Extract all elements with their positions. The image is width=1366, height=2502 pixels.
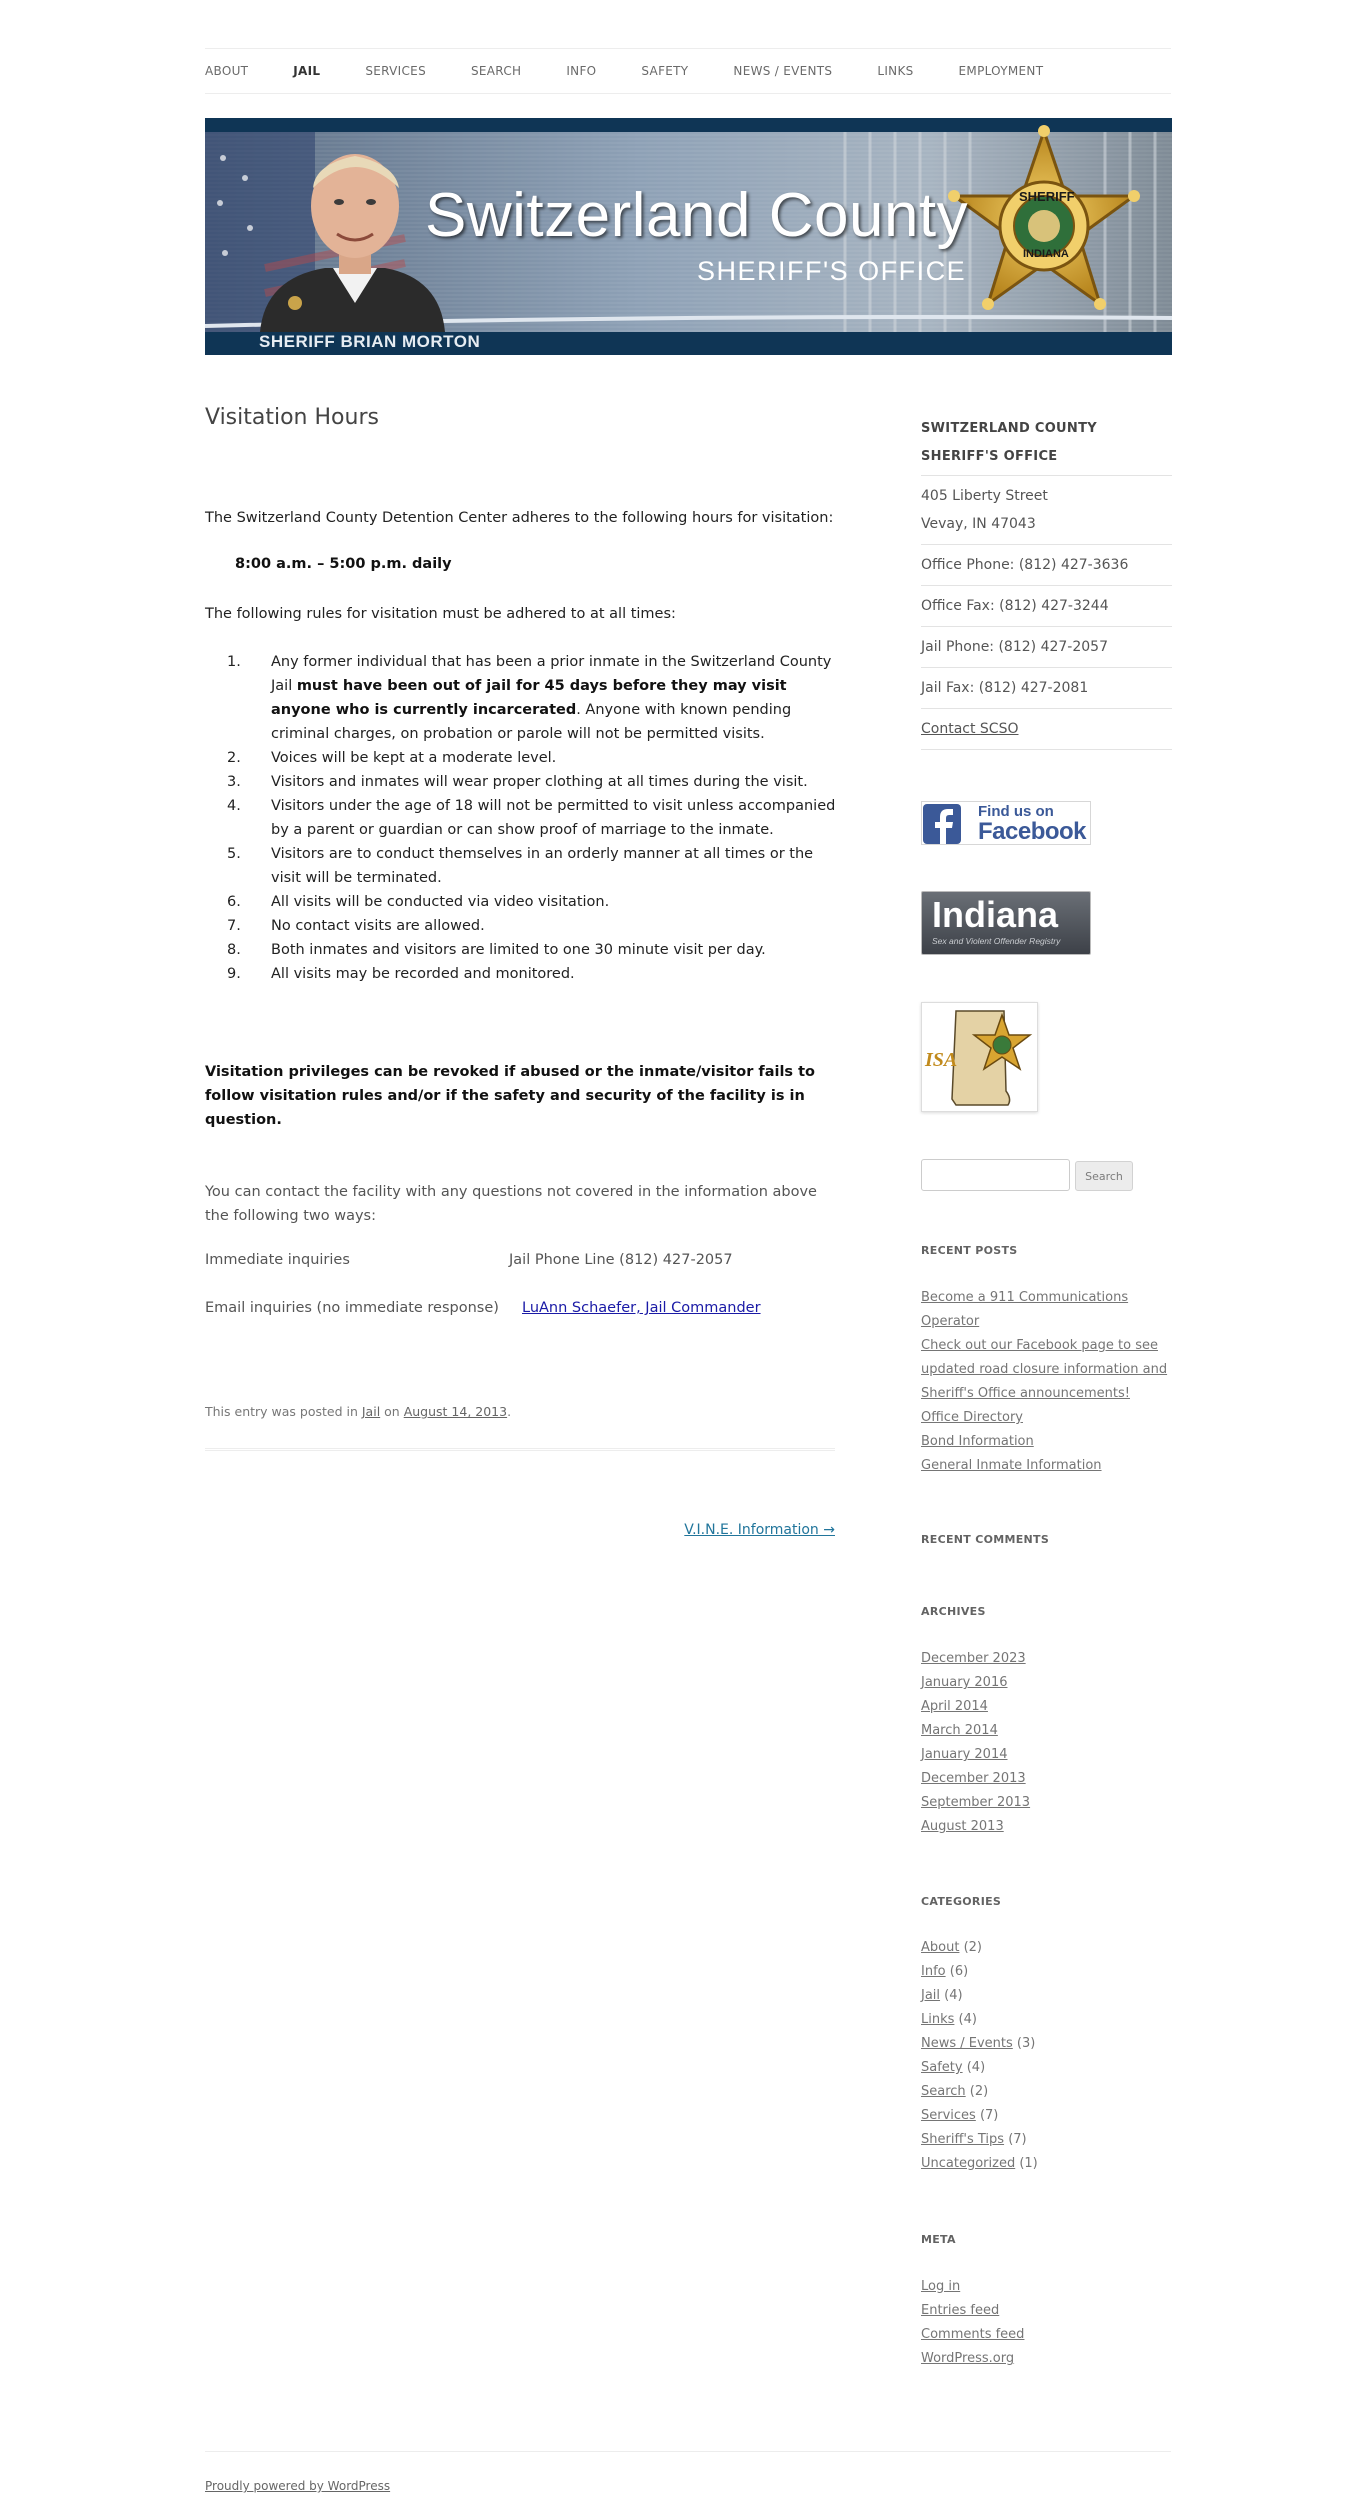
archive-link[interactable]: December 2013 bbox=[921, 1771, 1026, 1786]
list-item bbox=[921, 1815, 1172, 1839]
list-item bbox=[921, 1334, 1172, 1406]
category-link[interactable]: Search bbox=[921, 2084, 966, 2099]
entries-feed-link[interactable]: Entries feed bbox=[921, 2303, 1000, 2318]
categories-title: CATEGORIES bbox=[921, 1895, 1002, 1908]
entry-date-link[interactable]: August 14, 2013 bbox=[403, 1404, 508, 1419]
rule-number: 9. bbox=[227, 966, 241, 982]
rule-number: 7. bbox=[227, 918, 241, 934]
email-inquiries-label: Email inquiries (no immediate response) bbox=[205, 1300, 499, 1316]
rule-text: Visitors under the age of 18 will not be permitted to visit unless accompanied by a parent or guardian or can show proof of marriage to the inmate. bbox=[271, 798, 836, 838]
list-item bbox=[921, 1936, 1172, 1960]
category-link[interactable]: About bbox=[921, 1940, 960, 1955]
office-contact-box bbox=[921, 475, 1172, 750]
list-item bbox=[921, 1286, 1172, 1334]
category-count: (2) bbox=[965, 2084, 989, 2099]
archives-title: ARCHIVES bbox=[921, 1605, 986, 1618]
revocation-warning: Visitation privileges can be revoked if abused or the inmate/visitor fails to follow visitation rules and/or if the safety and security of the facility is in question. bbox=[205, 1064, 816, 1128]
facebook-line-1: Find us on bbox=[978, 803, 1054, 820]
meta-list bbox=[921, 2275, 1172, 2371]
nav-item-search[interactable]: SEARCH bbox=[470, 64, 522, 78]
comments-feed-link[interactable]: Comments feed bbox=[921, 2327, 1025, 2342]
search-input[interactable] bbox=[921, 1159, 1070, 1191]
list-item bbox=[205, 842, 845, 890]
list-item bbox=[921, 2128, 1172, 2152]
list-item bbox=[921, 2323, 1172, 2347]
list-item bbox=[921, 2056, 1172, 2080]
rule-text: Voices will be kept at a moderate level. bbox=[271, 750, 557, 766]
immediate-inquiries-label: Immediate inquiries bbox=[205, 1252, 350, 1268]
list-item bbox=[921, 1647, 1172, 1671]
list-item bbox=[921, 2347, 1172, 2371]
entry-divider bbox=[205, 1448, 835, 1451]
list-item bbox=[921, 2104, 1172, 2128]
list-item bbox=[921, 2008, 1172, 2032]
recent-post-link[interactable]: Office Directory bbox=[921, 1410, 1023, 1425]
address-line-1: 405 Liberty Street bbox=[921, 488, 1048, 504]
nav-item-safety[interactable]: SAFETY bbox=[641, 64, 689, 78]
entry-category-link[interactable]: Jail bbox=[361, 1404, 381, 1419]
category-count: (7) bbox=[975, 2108, 999, 2123]
contact-row bbox=[921, 708, 1172, 750]
archive-link[interactable]: August 2013 bbox=[921, 1819, 1004, 1834]
star-text-bottom: INDIANA bbox=[1023, 248, 1069, 260]
list-item bbox=[921, 1406, 1172, 1430]
rule-text: All visits will be conducted via video visitation. bbox=[271, 894, 610, 910]
list-item bbox=[205, 794, 845, 842]
header-banner[interactable] bbox=[205, 118, 1172, 355]
rule-bold-text: must have been out of jail for 45 days before they may visit anyone who is currently incarcerated bbox=[271, 678, 787, 718]
entry-meta-suffix: . bbox=[507, 1404, 512, 1419]
rule-text: Both inmates and visitors are limited to one 30 minute visit per day. bbox=[271, 942, 766, 958]
powered-by-wordpress-link[interactable]: Proudly powered by WordPress bbox=[205, 2479, 391, 2493]
list-item bbox=[921, 2080, 1172, 2104]
recent-posts-title: RECENT POSTS bbox=[921, 1244, 1018, 1257]
list-item bbox=[921, 1767, 1172, 1791]
list-item bbox=[921, 2275, 1172, 2299]
entry-meta-on: on bbox=[380, 1404, 404, 1419]
rule-number: 8. bbox=[227, 942, 241, 958]
list-item bbox=[921, 2032, 1172, 2056]
star-text-top: SHERIFF bbox=[1019, 189, 1075, 204]
category-link[interactable]: News / Events bbox=[921, 2036, 1013, 2051]
category-link[interactable]: Links bbox=[921, 2012, 955, 2027]
rule-text: All visits may be recorded and monitored. bbox=[271, 966, 575, 982]
nav-item-news-events[interactable]: NEWS / EVENTS bbox=[733, 64, 833, 78]
list-item bbox=[921, 1430, 1172, 1454]
nav-item-services[interactable]: SERVICES bbox=[365, 64, 426, 78]
office-phone: Office Phone: (812) 427-3636 bbox=[921, 544, 1172, 585]
list-item bbox=[921, 2299, 1172, 2323]
rule-number: 2. bbox=[227, 750, 241, 766]
office-fax: Office Fax: (812) 427-3244 bbox=[921, 585, 1172, 626]
category-count: (2) bbox=[959, 1940, 982, 1955]
archive-link[interactable]: January 2014 bbox=[921, 1747, 1008, 1762]
indiana-registry-badge-link[interactable] bbox=[921, 891, 1091, 955]
wordpress-org-link[interactable]: WordPress.org bbox=[921, 2351, 1015, 2366]
list-item bbox=[921, 1791, 1172, 1815]
rule-text: Any former individual that has been a prior inmate in the Switzerland County Jail bbox=[271, 654, 832, 694]
category-link[interactable]: Sheriff's Tips bbox=[921, 2132, 1005, 2147]
rule-number: 4. bbox=[227, 798, 241, 814]
address-line-2: Vevay, IN 47043 bbox=[921, 516, 1036, 532]
rule-text: Visitors and inmates will wear proper clothing at all times during the visit. bbox=[271, 774, 808, 790]
recent-post-link[interactable]: Check out our Facebook page to see updated road closure information and Sheriff's Office announcements! bbox=[921, 1338, 1168, 1401]
banner-title: Switzerland County bbox=[425, 181, 969, 250]
categories-list bbox=[921, 1936, 1172, 2176]
list-item bbox=[921, 1719, 1172, 1743]
facebook-line-2: Facebook bbox=[978, 818, 1087, 845]
jail-fax: Jail Fax: (812) 427-2081 bbox=[921, 667, 1172, 708]
nav-item-employment[interactable]: EMPLOYMENT bbox=[958, 64, 1044, 78]
visitation-hours: 8:00 a.m. – 5:00 p.m. daily bbox=[235, 556, 452, 572]
category-count: (4) bbox=[940, 1988, 963, 2003]
rule-text-cont: . Anyone with known pending criminal charges, on probation or parole will not be permitted visits. bbox=[271, 702, 792, 742]
isa-badge-text: ISA bbox=[925, 1049, 958, 1071]
facebook-badge-link[interactable] bbox=[921, 801, 1091, 845]
next-post-link[interactable]: V.I.N.E. Information → bbox=[684, 1522, 835, 1538]
category-count: (4) bbox=[954, 2012, 977, 2027]
list-item bbox=[921, 1671, 1172, 1695]
rule-text: No contact visits are allowed. bbox=[271, 918, 485, 934]
entry-meta bbox=[205, 1404, 511, 1419]
list-item bbox=[205, 914, 845, 938]
list-item bbox=[205, 650, 845, 746]
recent-comments-title: RECENT COMMENTS bbox=[921, 1533, 1050, 1546]
indiana-badge-title: Indiana bbox=[932, 894, 1059, 935]
login-link[interactable]: Log in bbox=[921, 2279, 961, 2294]
list-item bbox=[205, 770, 845, 794]
list-item bbox=[921, 1743, 1172, 1767]
entry-meta-prefix: This entry was posted in bbox=[205, 1404, 362, 1419]
category-link[interactable]: Safety bbox=[921, 2060, 963, 2075]
jail-phone: Jail Phone: (812) 427-2057 bbox=[921, 626, 1172, 667]
list-item bbox=[205, 962, 845, 986]
rules-list bbox=[205, 650, 845, 986]
list-item bbox=[921, 1695, 1172, 1719]
list-item bbox=[205, 938, 845, 962]
archive-link[interactable]: December 2023 bbox=[921, 1651, 1026, 1666]
list-item bbox=[921, 1984, 1172, 2008]
category-link[interactable]: Info bbox=[921, 1964, 946, 1979]
list-item bbox=[921, 1960, 1172, 1984]
intro-paragraph: The Switzerland County Detention Center adheres to the following hours for visitation: bbox=[205, 510, 834, 526]
category-link[interactable]: Services bbox=[921, 2108, 976, 2123]
search-button[interactable]: Search bbox=[1075, 1161, 1133, 1191]
recent-posts-list bbox=[921, 1286, 1172, 1478]
list-item bbox=[205, 746, 845, 770]
recent-post-link[interactable]: General Inmate Information bbox=[921, 1458, 1102, 1473]
rule-number: 5. bbox=[227, 846, 241, 862]
nav-item-about[interactable]: ABOUT bbox=[205, 64, 249, 78]
category-count: (1) bbox=[1015, 2156, 1038, 2171]
recent-post-link[interactable]: Bond Information bbox=[921, 1434, 1034, 1449]
banner-subtitle: SHERIFF'S OFFICE bbox=[697, 256, 967, 286]
category-count: (3) bbox=[1012, 2036, 1036, 2051]
nav-item-jail[interactable]: JAIL bbox=[293, 64, 321, 78]
archive-link[interactable]: January 2016 bbox=[921, 1675, 1008, 1690]
office-address bbox=[921, 475, 1172, 544]
category-link[interactable]: Jail bbox=[921, 1988, 941, 2003]
list-item bbox=[921, 2152, 1172, 2176]
archives-list bbox=[921, 1647, 1172, 1839]
sidebar-office-title: SWITZERLAND COUNTY SHERIFF'S OFFICE bbox=[921, 421, 1097, 464]
meta-title: META bbox=[921, 2233, 956, 2246]
category-count: (4) bbox=[962, 2060, 986, 2075]
immediate-inquiries-value: Jail Phone Line (812) 427-2057 bbox=[509, 1252, 733, 1268]
archive-link[interactable]: April 2014 bbox=[921, 1699, 988, 1714]
indiana-badge-subtitle: Sex and Violent Offender Registry bbox=[932, 936, 1061, 946]
nav-item-links[interactable]: LINKS bbox=[877, 64, 914, 78]
contact-scso-link[interactable]: Contact SCSO bbox=[921, 721, 1019, 737]
category-count: (7) bbox=[1004, 2132, 1027, 2147]
rule-number: 1. bbox=[227, 654, 241, 670]
rule-number: 3. bbox=[227, 774, 241, 790]
contact-intro: You can contact the facility with any questions not covered in the information above the following two ways: bbox=[205, 1184, 817, 1224]
rule-text: Visitors are to conduct themselves in an orderly manner at all times or the visit will be terminated. bbox=[271, 846, 814, 886]
archive-link[interactable]: September 2013 bbox=[921, 1795, 1031, 1810]
archive-link[interactable]: March 2014 bbox=[921, 1723, 998, 1738]
rule-number: 6. bbox=[227, 894, 241, 910]
recent-post-link[interactable]: Become a 911 Communications Operator bbox=[921, 1290, 1129, 1329]
isa-badge-link[interactable] bbox=[921, 1002, 1038, 1112]
list-item bbox=[921, 1454, 1172, 1478]
jail-commander-email-link[interactable]: LuAnn Schaefer, Jail Commander bbox=[522, 1300, 761, 1316]
footer-divider bbox=[205, 2451, 1171, 2452]
nav-item-info[interactable]: INFO bbox=[566, 64, 597, 78]
category-link[interactable]: Uncategorized bbox=[921, 2156, 1016, 2171]
facebook-icon bbox=[922, 802, 964, 846]
category-count: (6) bbox=[945, 1964, 969, 1979]
list-item bbox=[205, 890, 845, 914]
rules-intro: The following rules for visitation must be adhered to at all times: bbox=[205, 606, 676, 622]
banner-sheriff-name: SHERIFF BRIAN MORTON bbox=[259, 332, 481, 351]
main-navigation bbox=[205, 48, 1171, 94]
page-title: Visitation Hours bbox=[205, 405, 379, 430]
